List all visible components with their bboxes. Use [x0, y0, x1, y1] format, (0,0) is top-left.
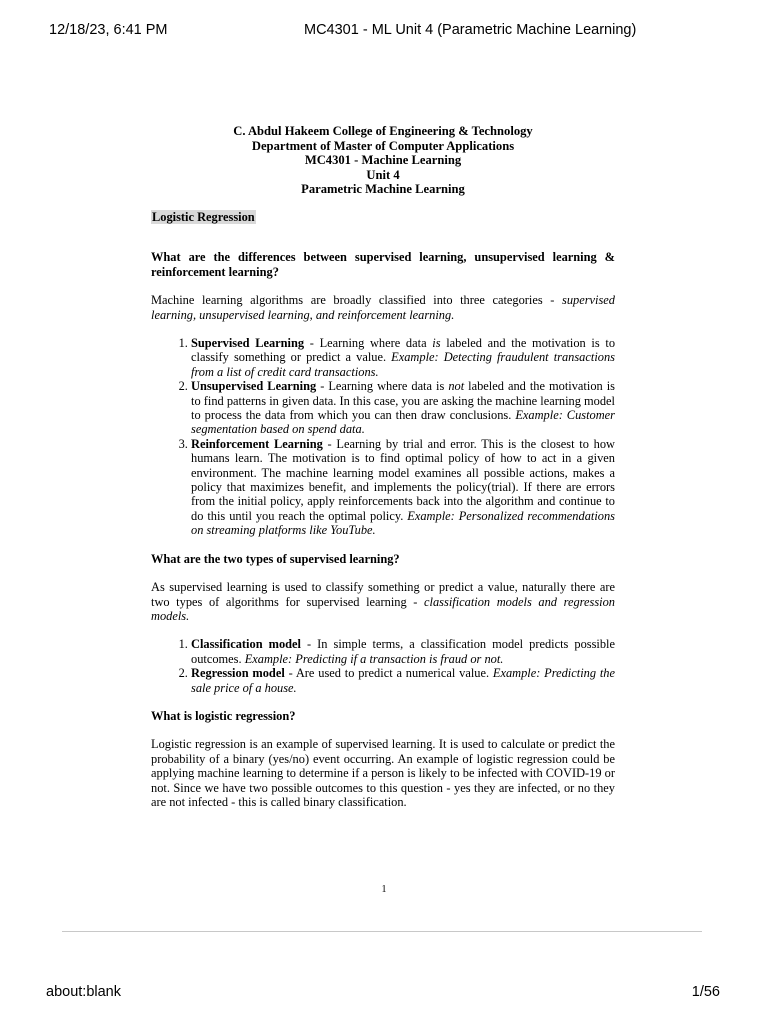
list-text: - Learning by trial and error. This is the closest to how humans learn. The motivation is to find optimal policy of how to act in a given environment. The machine learning model examines all possible actions, makes a policy that maximizes benefit, and implements the policy(trial). If there are errors from the initial policy, apply reinforcements back into the algorithm and continue to do this until you reach the optimal policy. — [191, 436, 615, 523]
list-text: - Are used to predict a numerical value. — [284, 666, 493, 681]
list-item — [191, 437, 615, 538]
list-text: - In simple terms, a classification model predicts possible outcomes. — [191, 637, 615, 666]
page-number: 1 — [381, 884, 387, 895]
list-example: Example: Predicting if a transaction is fraud or not. — [244, 651, 504, 666]
unit-topic: Parametric Machine Learning — [301, 182, 465, 197]
list-text: labeled and the motivation is to find patterns in given data. In this case, you are asking the machine learning model to process the data from which you can then draw conclusions. — [191, 379, 615, 423]
print-footer — [0, 984, 768, 1004]
question-2: What are the two types of supervised learning? — [151, 551, 400, 566]
list-term: Supervised Learning — [191, 336, 305, 350]
list-emphasis: is — [432, 336, 441, 350]
print-pager: 1/56 — [691, 984, 720, 1000]
list-example: Example: Personalized recommendations on streaming platforms like YouTube. — [191, 508, 615, 538]
intro-italic: supervised learning, unsupervised learning, and reinforcement learning. — [151, 293, 615, 322]
list-item — [191, 666, 615, 695]
list-example: Example: Detecting fraudulent transactions from a list of credit card transactions. — [191, 350, 615, 379]
list-example: Example: Predicting the sale price of a house. — [191, 666, 615, 695]
answer-1-intro — [151, 293, 615, 322]
intro-text: As supervised learning is used to classify something or predict a value, naturally there are two types of algorithms for supervised learning - — [151, 580, 615, 609]
college-header — [151, 124, 615, 197]
list-item — [191, 379, 615, 437]
list-emphasis: not — [448, 379, 465, 394]
intro-italic: classification models and regression models. — [151, 594, 615, 623]
list-term: Regression model — [191, 666, 285, 681]
page-divider — [62, 931, 702, 932]
course-code: MC4301 - Machine Learning — [304, 153, 462, 168]
list-term: Reinforcement Learning — [191, 436, 323, 451]
print-doc-title: MC4301 - ML Unit 4 (Parametric Machine Learning) — [304, 22, 637, 38]
question-1: What are the differences between supervised learning, unsupervised learning & reinforcement learning? — [151, 250, 615, 279]
list-term: Unsupervised Learning — [191, 379, 317, 394]
list-example: Example: Customer segmentation based on spend data. — [191, 408, 616, 437]
supervised-types-list — [151, 637, 615, 695]
intro-text: Machine learning algorithms are broadly classified into three categories - — [151, 293, 562, 308]
print-url: about:blank — [46, 984, 121, 1000]
question-3: What is logistic regression? — [151, 708, 296, 723]
document-page — [151, 124, 615, 809]
list-text: - Learning where data is — [316, 379, 449, 394]
college-name: C. Abdul Hakeem College of Engineering & Technology — [233, 124, 533, 138]
department-name: Department of Master of Computer Applications — [251, 138, 515, 153]
list-text: labeled and the motivation is to classify something or predict a value. — [191, 336, 616, 365]
list-term: Classification model — [191, 637, 301, 652]
answer-2-intro — [151, 580, 615, 623]
print-datetime: 12/18/23, 6:41 PM — [49, 22, 168, 38]
list-item — [191, 336, 615, 379]
list-text: - Learning where data — [304, 336, 433, 350]
section-label: Logistic Regression — [152, 209, 255, 224]
list-item — [191, 637, 615, 666]
unit-number: Unit 4 — [366, 167, 400, 182]
answer-3: Logistic regression is an example of supervised learning. It is used to calculate or predict the probability of a binary (yes/no) event occurring. An example of logistic regression could be applying machine learning to determine if a person is likely to be infected with COVID-19 or not. Since we have two possible outcomes to this question - yes they are infected, or no they are not infected - this is called binary classification. — [151, 737, 615, 809]
print-header — [0, 22, 768, 42]
learning-types-list — [151, 336, 615, 538]
